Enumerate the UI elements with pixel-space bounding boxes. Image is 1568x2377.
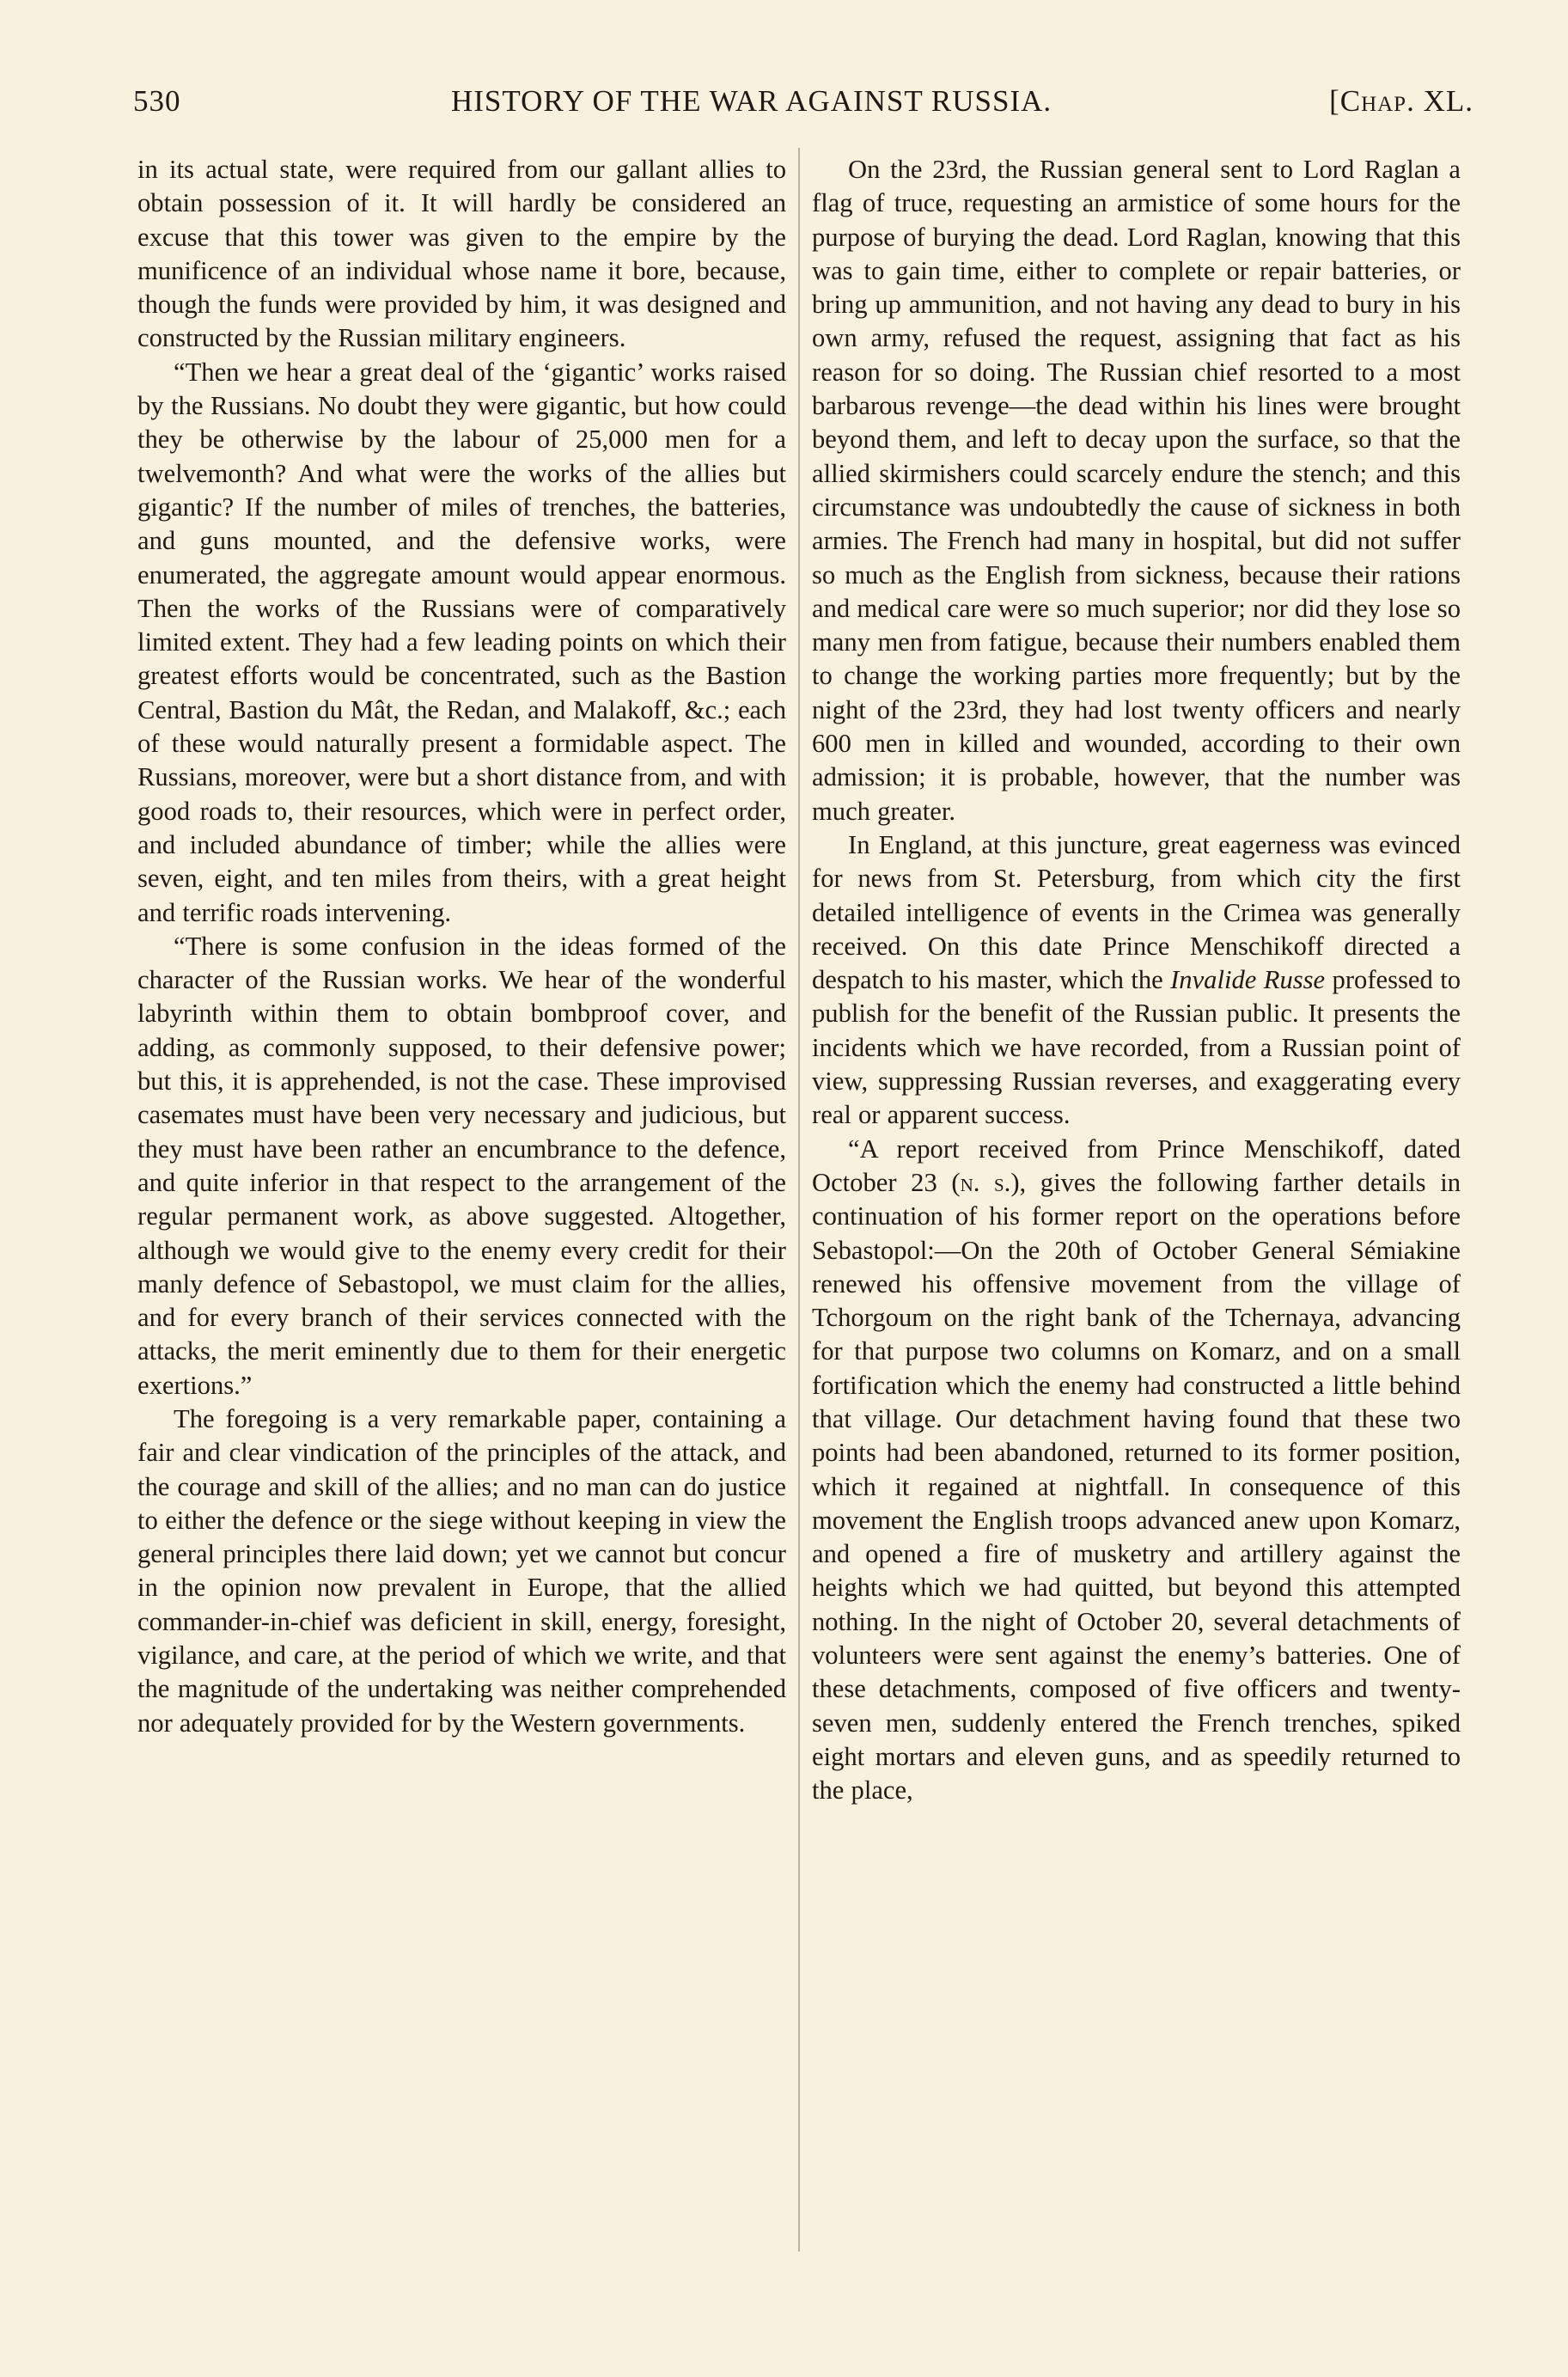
right-paragraph-1: On the 23rd, the Russian general sent to Lord Raglan a flag of truce, requesting an armistice of some hours for the purpose of burying the dead. Lord Raglan, knowing that this was to gain time, either to complete or repair batteries, or bring up ammunition, and not having any dead to bury in his own army, refused the request, assigning that fact as his reason for so doing. The Russian chief resorted to a most barbarous revenge—the dead within his lines were brought beyond them, and left to decay upon the surface, so that the allied skirmishers could scarcely endure the stench; and this circumstance was undoubtedly the cause of sickness in both armies. The French had many in hospital, but did not suffer so much as the English from sickness, because their rations and medical care were so much superior; nor did they lose so many men from fatigue, because their numbers enabled them to change the working parties more frequently; but by the night of the 23rd, they had lost twenty officers and nearly 600 men in killed and wounded, according to their own admission; it is probable, however, that the number was much greater. <box>812 155 1461 826</box>
right-paragraph-3 <box>812 1133 1461 1808</box>
chapter-reference: [Chap. XL. <box>1329 84 1473 118</box>
left-paragraph-3: “There is some confusion in the ideas formed of the character of the Russian works. We hear of the wonderful labyrinth within them to obtain bombproof cover, and adding, as commonly supposed, to their defensive power; but this, it is apprehended, is not the case. These improvised casemates must have been very necessary and judicious, but they must have been rather an encumbrance to the defence, and quite inferior in that respect to the arrangement of the regular permanent work, as above suggested. Altogether, although we would give to the enemy every credit for their manly defence of Sebastopol, we must claim for the allies, and for every branch of their services connected with the attacks, the merit eminently due to them for their energetic exertions.” <box>137 931 786 1400</box>
right-column <box>812 153 1461 2267</box>
right-paragraph-2-text-a: In England, at this juncture, great eagerness was evinced for news from St. Petersburg, from which city the first detailed intelligence of events in the Crimea was generally received. On this date Prince Menschikoff directed a despatch to his master, which the <box>812 829 1461 995</box>
left-paragraph-2: “Then we hear a great deal of the ‘gigantic’ works raised by the Russians. No doubt they were gigantic, but how could they be otherwise by the labour of 25,000 men for a twelvemonth? And what were the works of the allies but gigantic? If the number of miles of trenches, the batteries, and guns mounted, and the defensive works, were enumerated, the aggregate amount would appear enormous. Then the works of the Russians were of comparatively limited extent. They had a few leading points on which their greatest efforts would be concentrated, such as the Bastion Central, Bastion du Mât, the Redan, and Malakoff, &c.; each of these would naturally present a formidable aspect. The Russians, moreover, were but a short distance from, and with good roads to, their resources, which were in perfect order, and included abundance of timber; while the allies were seven, eight, and ten miles from theirs, with a great height and terrific roads intervening. <box>137 357 786 927</box>
running-header <box>133 84 1473 127</box>
page-number: 530 <box>133 84 181 118</box>
column-divider <box>798 148 800 2252</box>
new-style-abbreviation: n. s. <box>960 1167 1011 1197</box>
left-column <box>137 153 786 2267</box>
left-paragraph-1: in its actual state, were required from our gallant allies to obtain possession of it. It will hardly be considered an excuse that this tower was given to the empire by the munificence of an individual whose name it bore, because, though the funds were provided by him, it was designed and constructed by the Russian military engineers. <box>137 155 786 353</box>
left-paragraph-4: The foregoing is a very remarkable paper, containing a fair and clear vindication of the principles of the attack, and the courage and skill of the allies; and no man can do justice to either the defence or the siege without keeping in view the general principles there laid down; yet we cannot but concur in the opinion now prevalent in Europe, that the allied commander-in-chief was deficient in skill, energy, foresight, vigilance, and care, at the period of which we write, and that the magnitude of the undertaking was neither comprehended nor adequately provided for by the Western governments. <box>137 1403 786 1738</box>
right-paragraph-2-text-b: professed to publish for the benefit of the Russian public. It presents the incidents which we have recorded, from a Russian point of view, suppressing Russian reverses, and exaggerating every real or apparent success. <box>812 965 1461 1130</box>
right-paragraph-3-text-a: “A report received from Prince Menschikoff, dated October 23 ( <box>812 1134 1461 1197</box>
right-paragraph-3-text-b: ), gives the following farther details in continuation of his former report on the operations before Sebastopol:—On the 20th of October General Sémiakine renewed his offensive movement from the village of Tchorgoum on the right bank of the Tchernaya, advancing for that purpose two columns on Komarz, and on a small fortification which the enemy had constructed a little behind that village. Our detachment having found that these two points had been abandoned, returned to its former position, which it regained at nightfall. In consequence of this movement the English troops advanced anew upon Komarz, and opened a fire of musketry and artillery against the heights which we had quitted, but beyond this attempted nothing. In the night of October 20, several detachments of volunteers were sent against the enemy’s batteries. One of these detachments, composed of five officers and twenty-seven men, suddenly entered the French trenches, spiked eight mortars and eleven guns, and as speedily returned to the place, <box>812 1167 1461 1806</box>
running-title: HISTORY OF THE WAR AGAINST RUSSIA. <box>451 84 1052 118</box>
right-paragraph-2 <box>812 828 1461 1133</box>
newspaper-title: Invalide Russe <box>1170 965 1326 995</box>
